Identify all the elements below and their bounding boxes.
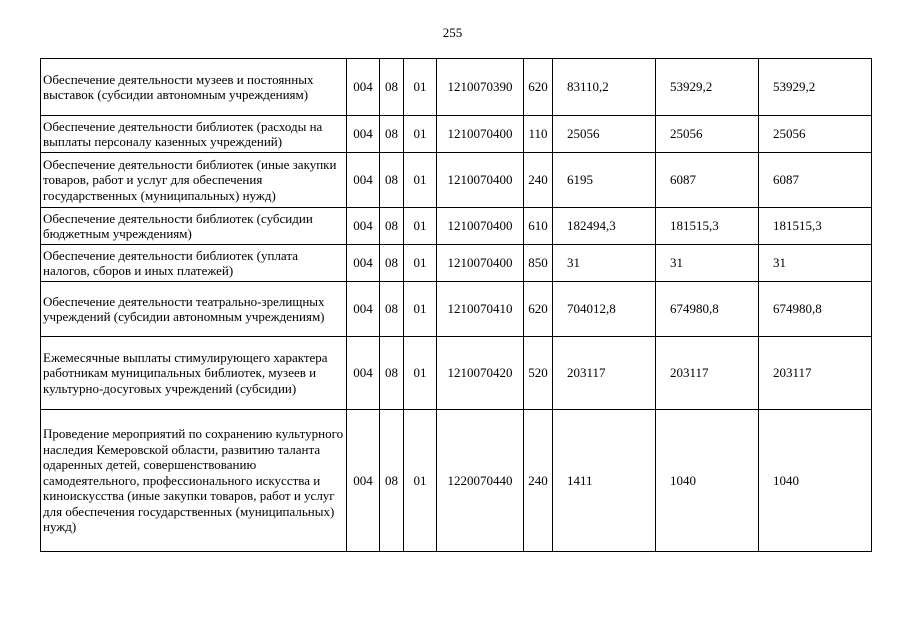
- amount-3: 181515,3: [759, 208, 872, 245]
- expense-type-code: 520: [524, 337, 553, 410]
- ministry-code: 004: [347, 153, 380, 208]
- section-code: 08: [380, 337, 404, 410]
- expense-type-code: 620: [524, 282, 553, 337]
- amount-3: 25056: [759, 116, 872, 153]
- section-code: 08: [380, 59, 404, 116]
- section-code: 08: [380, 116, 404, 153]
- ministry-code: 004: [347, 208, 380, 245]
- table-row: [41, 116, 872, 153]
- row-name: Ежемесячные выплаты стимулирующего характера работникам муниципальных библиотек, музеев и культурно-досуговых учреждений (субсидии): [41, 337, 347, 410]
- amount-3: 674980,8: [759, 282, 872, 337]
- section-code: 08: [380, 410, 404, 552]
- subsection-code: 01: [404, 410, 437, 552]
- amount-3: 53929,2: [759, 59, 872, 116]
- amount-3: 1040: [759, 410, 872, 552]
- expense-type-code: 620: [524, 59, 553, 116]
- row-name: Обеспечение деятельности библиотек (расходы на выплаты персоналу казенных учреждений): [41, 116, 347, 153]
- amount-1: 704012,8: [553, 282, 656, 337]
- amount-1: 1411: [553, 410, 656, 552]
- ministry-code: 004: [347, 116, 380, 153]
- amount-3: 6087: [759, 153, 872, 208]
- amount-1: 83110,2: [553, 59, 656, 116]
- amount-2: 181515,3: [656, 208, 759, 245]
- amount-1: 31: [553, 245, 656, 282]
- subsection-code: 01: [404, 245, 437, 282]
- table-row: [41, 282, 872, 337]
- section-code: 08: [380, 245, 404, 282]
- amount-3: 31: [759, 245, 872, 282]
- expense-type-code: 240: [524, 153, 553, 208]
- table-row: [41, 59, 872, 116]
- ministry-code: 004: [347, 337, 380, 410]
- expense-type-code: 610: [524, 208, 553, 245]
- amount-2: 31: [656, 245, 759, 282]
- table-row: [41, 410, 872, 552]
- table-row: [41, 337, 872, 410]
- amount-2: 25056: [656, 116, 759, 153]
- section-code: 08: [380, 282, 404, 337]
- target-article-code: 1210070390: [437, 59, 524, 116]
- row-name: Проведение мероприятий по сохранению культурного наследия Кемеровской области, развитию таланта одаренных детей, совершенствованию самодеятельного, профессионального искусства и киноискусства (иные закупки товаров, работ и услуг для обеспечения государственных (муниципальных) нужд): [41, 410, 347, 552]
- row-name: Обеспечение деятельности библиотек (субсидии бюджетным учреждениям): [41, 208, 347, 245]
- ministry-code: 004: [347, 59, 380, 116]
- amount-2: 6087: [656, 153, 759, 208]
- table-row: [41, 208, 872, 245]
- expense-type-code: 110: [524, 116, 553, 153]
- amount-2: 203117: [656, 337, 759, 410]
- expense-type-code: 850: [524, 245, 553, 282]
- amount-2: 53929,2: [656, 59, 759, 116]
- subsection-code: 01: [404, 153, 437, 208]
- row-name: Обеспечение деятельности библиотек (уплата налогов, сборов и иных платежей): [41, 245, 347, 282]
- target-article-code: 1210070400: [437, 245, 524, 282]
- expense-type-code: 240: [524, 410, 553, 552]
- amount-1: 203117: [553, 337, 656, 410]
- target-article-code: 1210070400: [437, 116, 524, 153]
- subsection-code: 01: [404, 116, 437, 153]
- section-code: 08: [380, 153, 404, 208]
- ministry-code: 004: [347, 282, 380, 337]
- subsection-code: 01: [404, 337, 437, 410]
- ministry-code: 004: [347, 410, 380, 552]
- amount-3: 203117: [759, 337, 872, 410]
- subsection-code: 01: [404, 208, 437, 245]
- amount-1: 25056: [553, 116, 656, 153]
- row-name: Обеспечение деятельности библиотек (иные закупки товаров, работ и услуг для обеспечения государственных (муниципальных) нужд): [41, 153, 347, 208]
- page-number: 255: [442, 25, 463, 40]
- target-article-code: 1210070420: [437, 337, 524, 410]
- ministry-code: 004: [347, 245, 380, 282]
- amount-1: 6195: [553, 153, 656, 208]
- subsection-code: 01: [404, 59, 437, 116]
- section-code: 08: [380, 208, 404, 245]
- subsection-code: 01: [404, 282, 437, 337]
- budget-table: [40, 58, 872, 552]
- table-row: [41, 153, 872, 208]
- row-name: Обеспечение деятельности театрально-зрелищных учреждений (субсидии автономным учреждениям): [41, 282, 347, 337]
- target-article-code: 1210070400: [437, 153, 524, 208]
- target-article-code: 1210070410: [437, 282, 524, 337]
- amount-2: 1040: [656, 410, 759, 552]
- amount-1: 182494,3: [553, 208, 656, 245]
- table-row: [41, 245, 872, 282]
- amount-2: 674980,8: [656, 282, 759, 337]
- target-article-code: 1220070440: [437, 410, 524, 552]
- row-name: Обеспечение деятельности музеев и постоянных выставок (субсидии автономным учреждениям): [41, 59, 347, 116]
- target-article-code: 1210070400: [437, 208, 524, 245]
